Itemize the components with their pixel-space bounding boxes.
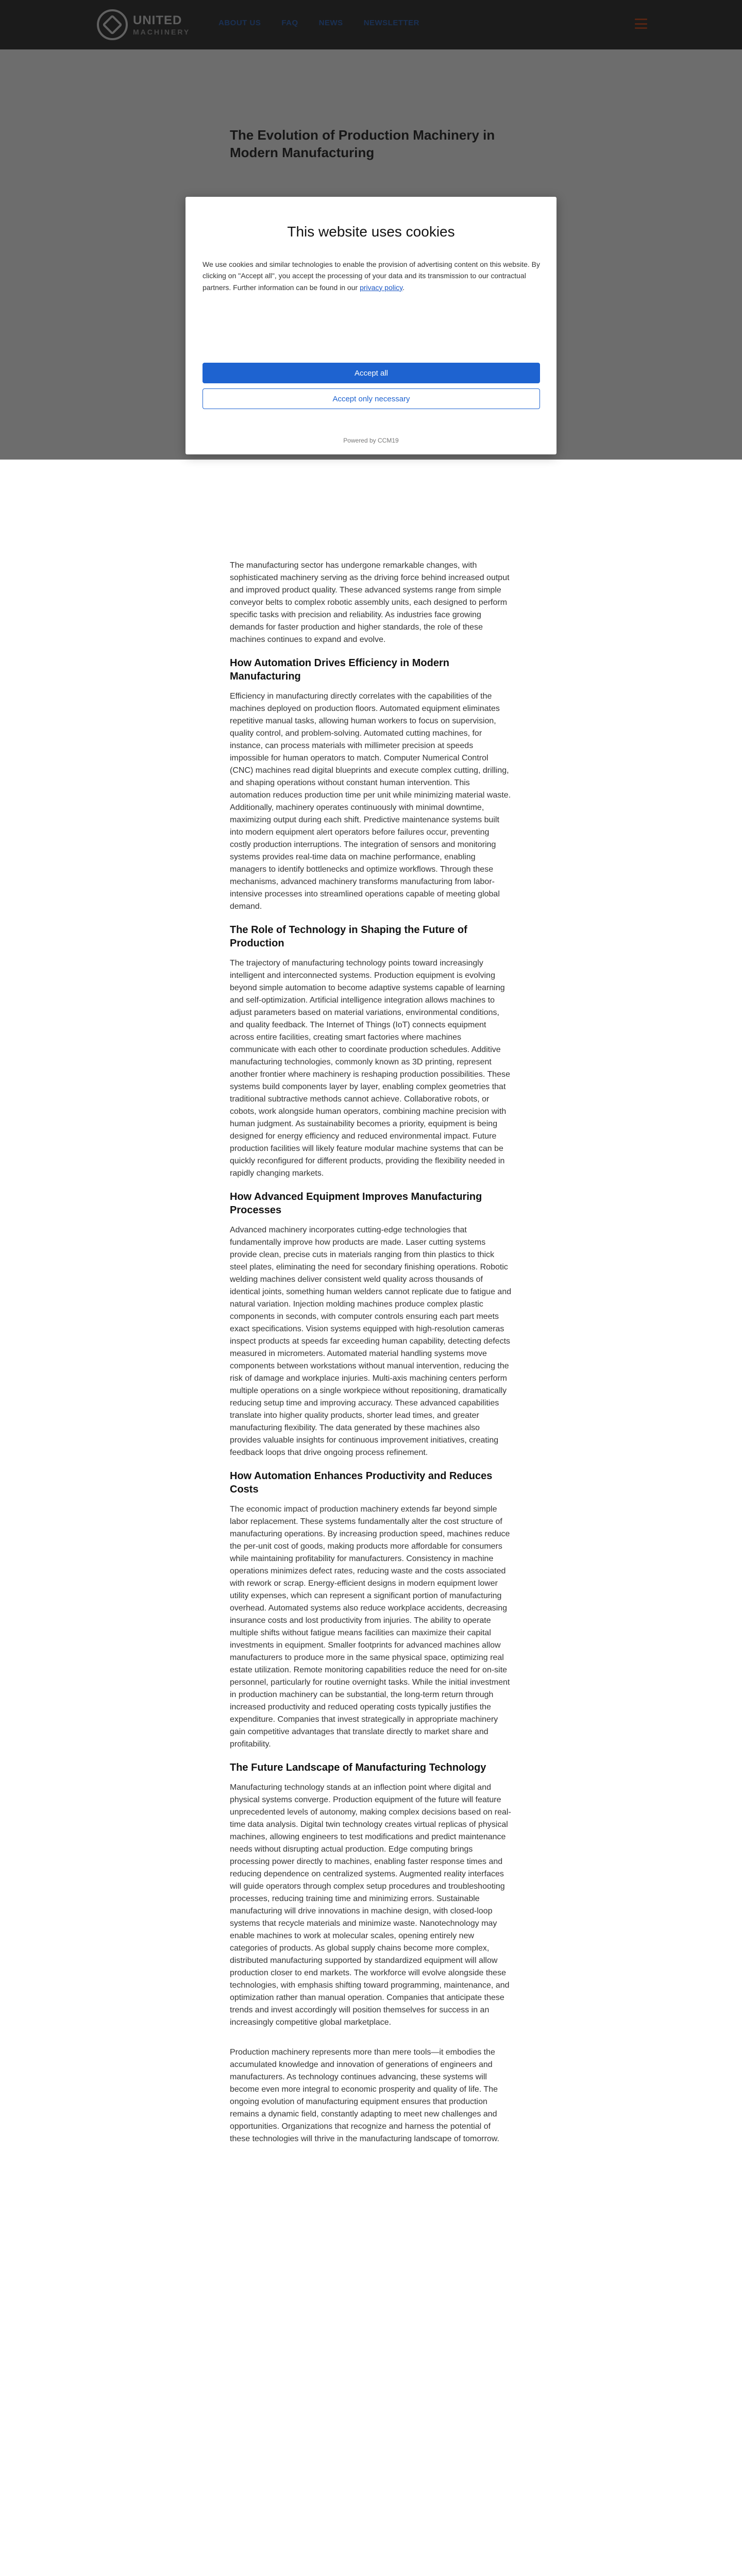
section-heading: How Automation Enhances Productivity and Reduces Costs	[230, 1470, 493, 1495]
section-heading: The Future Landscape of Manufacturing Technology	[230, 1762, 486, 1773]
cookie-consent-dialog	[185, 197, 556, 454]
section-body: Advanced machinery incorporates cutting-edge technologies that fundamentally improve how products are made. Laser cutting systems provide clean, precise cuts in materials ranging from thin plastics to thick steel plates, eliminating the need for secondary finishing operations. Robotic welding machines deliver consistent weld quality across thousands of identical joints, something human welders cannot replicate due to fatigue and natural variation. Injection molding machines produce complex plastic components in seconds, with computer controls ensuring each part meets exact specifications. Vision systems equipped with high-resolution cameras inspect products at speeds far exceeding human capability, detecting defects measured in micrometers. Automated material handling systems move components between workstations without manual intervention, reducing the risk of damage and workplace injuries. Multi-axis machining centers perform multiple operations on a single workpiece without repositioning, dramatically reducing setup time and improving accuracy. These advanced capabilities translate into higher quality products, shorter lead times, and greater manufacturing flexibility. The data generated by these machines also provides valuable insights for continuous improvement initiatives, creating feedback loops that drive ongoing process refinement.	[230, 1226, 512, 1457]
section-heading: How Advanced Equipment Improves Manufacturing Processes	[230, 1191, 482, 1216]
cookie-dialog-title: This website uses cookies	[287, 224, 455, 240]
cookie-dialog-text: We use cookies and similar technologies to enable the provision of advertising content on this website. By clicking on "Accept all", you accept the processing of your data and its transmission to our contractual partners. Further information can be found in our privacy policy.	[203, 260, 540, 292]
accept-all-button[interactable]: Accept all	[203, 363, 540, 383]
article-body	[230, 560, 512, 2153]
section-body: Manufacturing technology stands at an inflection point where digital and physical systems converge. Production equipment of the future will feature unprecedented levels of autonomy, making complex decisions based on real-time data analysis. Digital twin technology creates virtual replicas of physical machines, allowing engineers to test modifications and predict maintenance needs without disrupting actual production. Edge computing brings processing power directly to machines, enabling faster response times and reducing dependence on centralized systems. Augmented reality interfaces will guide operators through complex setup procedures and troubleshooting processes, reducing training time and minimizing errors. Sustainable manufacturing will drive innovations in machine design, with closed-loop systems that recycle materials and minimize waste. Nanotechnology may enable machines to work at molecular scales, opening entirely new categories of products. As global supply chains become more complex, distributed manufacturing supported by standardized equipment will allow production closer to end markets. The workforce will evolve alongside these technologies, with emphasis shifting toward programming, maintenance, and optimization rather than manual operation. Companies that anticipate these trends and invest accordingly will position themselves for success in an increasingly competitive global marketplace.	[230, 1783, 511, 2027]
article-conclusion: Production machinery represents more than mere tools—it embodies the accumulated knowledge and innovation of generations of engineers and manufacturers. As technology continues advancing, these systems will become even more integral to economic prosperity and quality of life. The ongoing evolution of manufacturing equipment ensures that production remains a dynamic field, constantly adapting to meet new challenges and opportunities. Organizations that recognize and harness the potential of these technologies will thrive in the manufacturing landscape of tomorrow.	[230, 2048, 499, 2143]
section-body: The trajectory of manufacturing technology points toward increasingly intelligent and interconnected systems. Production equipment is evolving beyond simple automation to become adaptive systems capable of learning and self-optimization. Artificial intelligence integration allows machines to adjust parameters based on material variations, environmental conditions, and quality feedback. The Internet of Things (IoT) connects equipment across entire facilities, creating smart factories where machines communicate with each other to coordinate production schedules. Additive manufacturing technologies, commonly known as 3D printing, represent another frontier where machinery is reshaping production possibilities. These systems build components layer by layer, enabling complex geometries that traditional subtractive methods cannot achieve. Collaborative robots, or cobots, work alongside human operators, combining machine precision with human judgment. As sustainability becomes a priority, equipment is being designed for energy efficiency and reduced environmental impact. Future production facilities will likely feature modular machine systems that can be quickly reconfigured for different products, providing the flexibility needed in rapidly changing markets.	[230, 959, 510, 1178]
accept-necessary-button[interactable]: Accept only necessary	[203, 388, 540, 409]
powered-by-label: Powered by CCM19	[343, 437, 399, 444]
privacy-policy-link[interactable]: privacy policy	[360, 283, 403, 292]
section-heading: The Role of Technology in Shaping the Future of Production	[230, 924, 467, 949]
section-body: Efficiency in manufacturing directly correlates with the capabilities of the machines deployed on production floors. Automated equipment eliminates repetitive manual tasks, allowing human workers to focus on supervision, quality control, and problem-solving. Automated cutting machines, for instance, can process materials with millimeter precision at speeds impossible for human operators to match. Computer Numerical Control (CNC) machines read digital blueprints and execute complex cutting, drilling, and shaping operations without constant human intervention. This automation reduces production time per unit while minimizing material waste. Additionally, machinery operates continuously with minimal downtime, maximizing output during each shift. Predictive maintenance systems built into modern equipment alert operators before failures occur, preventing costly production interruptions. The integration of sensors and monitoring systems provides real-time data on machine performance, enabling managers to identify bottlenecks and optimize workflows. Through these mechanisms, advanced machinery transforms manufacturing from labor-intensive processes into streamlined operations capable of meeting global demand.	[230, 692, 511, 911]
section-body: The economic impact of production machinery extends far beyond simple labor replacement. These systems fundamentally alter the cost structure of manufacturing operations. By increasing production speed, machines reduce the per-unit cost of goods, making products more affordable for consumers while maintaining profitability for manufacturers. Consistency in machine operations minimizes defect rates, reducing waste and the costs associated with rework or scrap. Energy-efficient designs in modern equipment lower utility expenses, which can represent a significant portion of manufacturing overhead. Automated systems also reduce workplace accidents, decreasing insurance costs and lost productivity from injuries. The ability to operate multiple shifts without fatigue means facilities can maximize their capital investments in equipment. Smaller footprints for advanced machines allow manufacturers to produce more in the same physical space, optimizing real estate utilization. Remote monitoring capabilities reduce the need for on-site personnel, particularly for routine overnight tasks. While the initial investment in production machinery can be substantial, the long-term return through increased productivity and reduced operating costs typically justifies the expenditure. Companies that invest strategically in appropriate machinery gain competitive advantages that translate directly to market share and profitability.	[230, 1505, 510, 1749]
article-intro: The manufacturing sector has undergone remarkable changes, with sophisticated machinery serving as the driving force behind increased output and improved product quality. These advanced systems range from simple conveyor belts to complex robotic assembly units, each designed to perform specific tasks with precision and reliability. As industries face growing demands for faster production and higher standards, the role of these machines continues to expand and evolve.	[230, 561, 510, 644]
section-heading: How Automation Drives Efficiency in Modern Manufacturing	[230, 657, 449, 682]
